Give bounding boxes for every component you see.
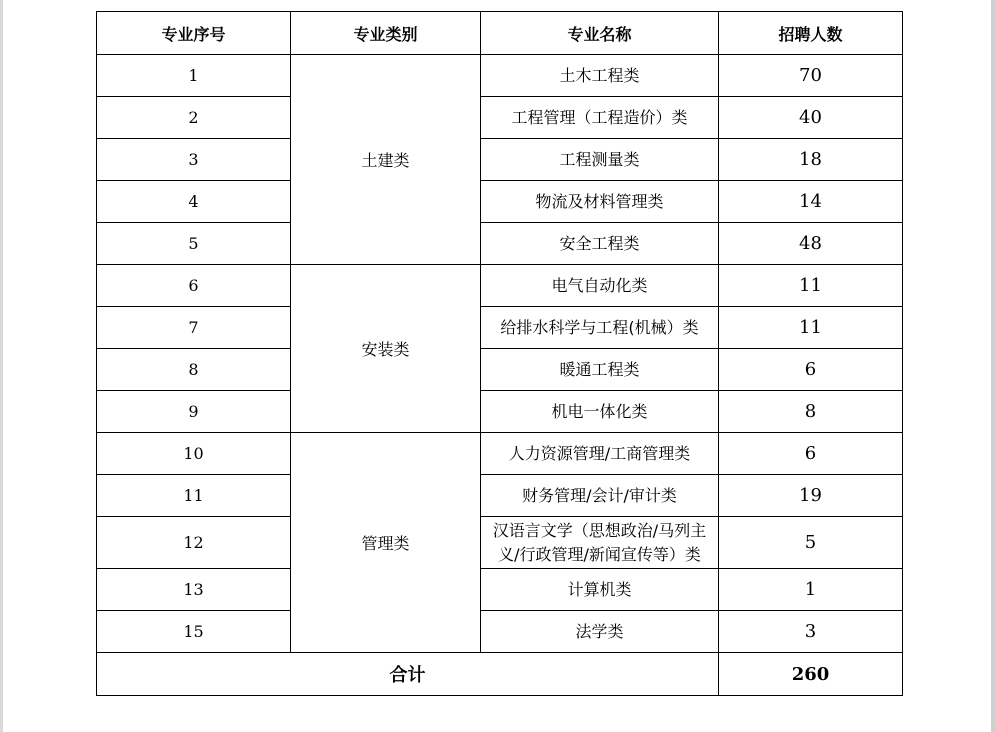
cell-name: 法学类: [481, 611, 719, 653]
cell-count: 1: [719, 569, 903, 611]
cell-category: 安装类: [291, 265, 481, 433]
cell-count: 14: [719, 181, 903, 223]
cell-count: 8: [719, 391, 903, 433]
window-right-edge: [991, 0, 995, 732]
cell-category: 土建类: [291, 55, 481, 265]
cell-name: 电气自动化类: [481, 265, 719, 307]
cell-name: 给排水科学与工程(机械）类: [481, 307, 719, 349]
header-count: 招聘人数: [719, 12, 903, 55]
table-row: [97, 181, 903, 223]
cell-count: 11: [719, 265, 903, 307]
table-row: [97, 307, 903, 349]
table-row: [97, 433, 903, 475]
table-row: [97, 265, 903, 307]
cell-no: 8: [97, 349, 291, 391]
cell-name: 物流及材料管理类: [481, 181, 719, 223]
cell-count: 5: [719, 517, 903, 569]
table-row: [97, 611, 903, 653]
table-row: [97, 97, 903, 139]
table-row: [97, 391, 903, 433]
cell-no: 4: [97, 181, 291, 223]
cell-count: 6: [719, 349, 903, 391]
total-label: 合计: [97, 653, 719, 696]
cell-no: 6: [97, 265, 291, 307]
page-left-edge: [0, 0, 3, 732]
cell-count: 6: [719, 433, 903, 475]
cell-name: 计算机类: [481, 569, 719, 611]
table-row: [97, 223, 903, 265]
cell-no: 2: [97, 97, 291, 139]
cell-no: 12: [97, 517, 291, 569]
table-row: [97, 55, 903, 97]
header-row: [97, 12, 903, 55]
header-no: 专业序号: [97, 12, 291, 55]
cell-no: 7: [97, 307, 291, 349]
cell-no: 3: [97, 139, 291, 181]
cell-name: 暖通工程类: [481, 349, 719, 391]
cell-count: 40: [719, 97, 903, 139]
cell-count: 3: [719, 611, 903, 653]
cell-count: 19: [719, 475, 903, 517]
cell-no: 1: [97, 55, 291, 97]
cell-no: 9: [97, 391, 291, 433]
cell-name: 人力资源管理/工商管理类: [481, 433, 719, 475]
cell-no: 5: [97, 223, 291, 265]
cell-count: 48: [719, 223, 903, 265]
cell-no: 15: [97, 611, 291, 653]
table-row: [97, 139, 903, 181]
header-name: 专业名称: [481, 12, 719, 55]
header-category: 专业类别: [291, 12, 481, 55]
cell-no: 11: [97, 475, 291, 517]
cell-no: 10: [97, 433, 291, 475]
table-row: [97, 569, 903, 611]
recruitment-table: [96, 11, 903, 696]
cell-name: 汉语言文学（思想政治/马列主义/行政管理/新闻宣传等）类: [481, 517, 719, 569]
cell-name: 财务管理/会计/审计类: [481, 475, 719, 517]
cell-name: 工程测量类: [481, 139, 719, 181]
cell-no: 13: [97, 569, 291, 611]
cell-name: 安全工程类: [481, 223, 719, 265]
table-row: [97, 475, 903, 517]
table-row: [97, 349, 903, 391]
cell-name: 工程管理（工程造价）类: [481, 97, 719, 139]
cell-count: 11: [719, 307, 903, 349]
total-count: 260: [719, 653, 903, 696]
total-row: [97, 653, 903, 696]
cell-count: 70: [719, 55, 903, 97]
cell-name: 土木工程类: [481, 55, 719, 97]
table-row: [97, 517, 903, 569]
cell-name: 机电一体化类: [481, 391, 719, 433]
cell-count: 18: [719, 139, 903, 181]
cell-category: 管理类: [291, 433, 481, 653]
